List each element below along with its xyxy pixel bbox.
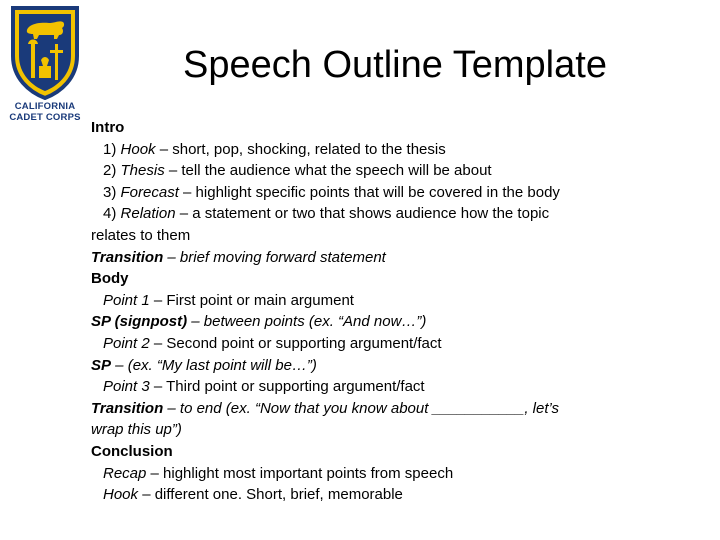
california-cadet-corps-logo (6, 4, 84, 123)
shield-emblem-icon (9, 4, 81, 100)
logo-line-1: CALIFORNIA (14, 101, 76, 112)
outline-line-transition-2-cont: wrap this up”) (91, 421, 182, 439)
section-intro: Intro (91, 119, 125, 136)
outline-body (91, 117, 691, 506)
outline-line-point-2: Point 2 – Second point or supporting argument/fact (103, 334, 442, 352)
outline-line-relation: 4) Relation – a statement or two that shows audience how the topic (103, 205, 550, 223)
logo-text (6, 101, 84, 123)
outline-line-relation-cont: relates to them (91, 226, 191, 244)
page-title: Speech Outline Template (183, 44, 607, 86)
outline-line-signpost-1: SP (signpost) – between points (ex. “And now…”) (91, 313, 427, 331)
logo-line-2: CADET CORPS (9, 112, 81, 123)
outline-line-recap: Recap – highlight most important points from speech (103, 464, 454, 482)
outline-line-point-1: Point 1 – First point or main argument (103, 291, 354, 309)
section-conclusion: Conclusion (91, 442, 173, 460)
outline-line-hook: 1) Hook – short, pop, shocking, related to the thesis (103, 140, 446, 158)
outline-line-point-3: Point 3 – Third point or supporting argument/fact (103, 378, 425, 396)
outline-line-thesis: 2) Thesis – tell the audience what the speech will be about (103, 162, 492, 180)
outline-line-forecast: 3) Forecast – highlight specific points that will be covered in the body (103, 183, 560, 201)
section-body: Body (91, 270, 129, 288)
outline-line-signpost-2: SP – (ex. “My last point will be…”) (91, 356, 317, 374)
outline-line-transition-1: Transition – brief moving forward statement (91, 248, 386, 266)
outline-line-transition-2: Transition – to end (ex. “Now that you know about ___________, let’s (91, 399, 560, 417)
outline-line-hook-closing: Hook – different one. Short, brief, memorable (103, 486, 403, 504)
